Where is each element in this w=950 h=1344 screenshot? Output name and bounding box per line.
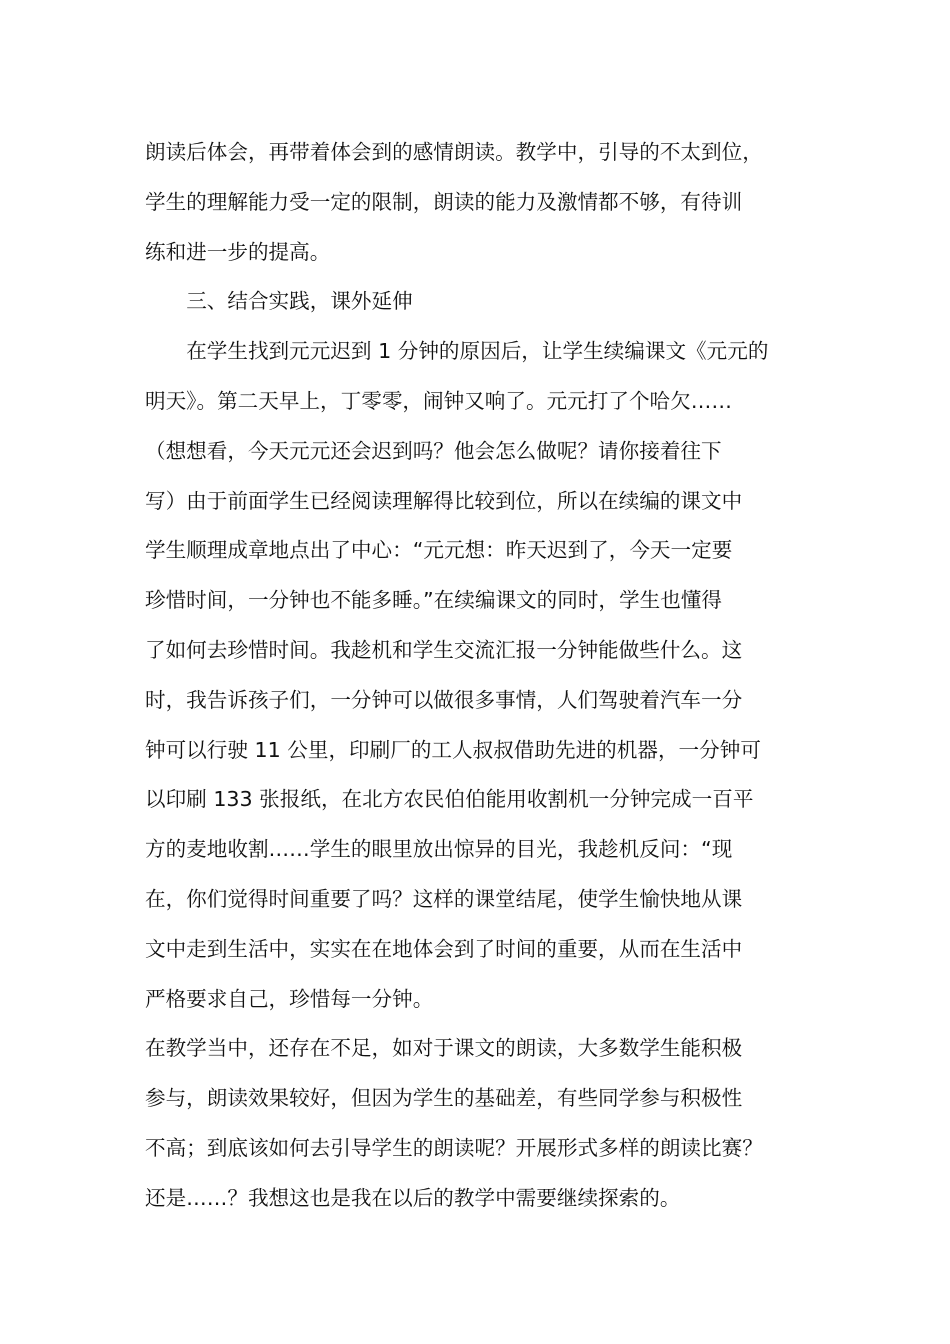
text-line: 时，我告诉孩子们，一分钟可以做很多事情，人们驾驶着汽车一分 xyxy=(145,687,743,712)
text-line: 学生的理解能力受一定的限制，朗读的能力及激情都不够，有待训 xyxy=(145,189,743,214)
text-line: （想想看，今天元元还会迟到吗？他会怎么做呢？请你接着往下 xyxy=(145,438,722,463)
paragraph xyxy=(145,327,815,1024)
text-line: 在学生找到元元迟到 1 分钟的原因后，让学生续编课文《元元的 xyxy=(186,339,769,364)
text-line: 了如何去珍惜时间。我趁机和学生交流汇报一分钟能做些什么。这 xyxy=(145,637,743,662)
text-line: 还是……？我想这也是我在以后的教学中需要继续探索的。 xyxy=(145,1185,681,1210)
text-line: 文中走到生活中，实实在在地体会到了时间的重要，从而在生活中 xyxy=(145,936,743,961)
paragraph xyxy=(145,128,815,277)
text-line: 三、结合实践，课外延伸 xyxy=(186,289,413,314)
paragraph xyxy=(145,1024,815,1223)
text-line: 在，你们觉得时间重要了吗？这样的课堂结尾，使学生愉快地从课 xyxy=(145,886,743,911)
text-line: 方的麦地收割……学生的眼里放出惊异的目光，我趁机反问：“现 xyxy=(145,837,733,862)
text-line: 练和进一步的提高。 xyxy=(145,239,331,264)
text-line: 珍惜时间，一分钟也不能多睡。”在续编课文的同时，学生也懂得 xyxy=(145,588,722,613)
text-line: 钟可以行驶 11 公里，印刷厂的工人叔叔借助先进的机器，一分钟可 xyxy=(145,737,761,762)
text-line: 在教学当中，还存在不足，如对于课文的朗读，大多数学生能积极 xyxy=(145,1036,743,1061)
text-line: 不高；到底该如何去引导学生的朗读呢？开展形式多样的朗读比赛？ xyxy=(145,1135,763,1160)
text-line: 参与，朗读效果较好，但因为学生的基础差，有些同学参与积极性 xyxy=(145,1086,743,1111)
text-line: 明天》。第二天早上，丁零零，闹钟又响了。元元打了个哈欠…… xyxy=(145,388,732,413)
text-line: 严格要求自己，珍惜每一分钟。 xyxy=(145,986,434,1011)
section-heading xyxy=(145,277,815,327)
text-line: 以印刷 133 张报纸，在北方农民伯伯能用收割机一分钟完成一百平 xyxy=(145,787,754,812)
text-line: 写）由于前面学生已经阅读理解得比较到位，所以在续编的课文中 xyxy=(145,488,743,513)
text-line: 朗读后体会，再带着体会到的感情朗读。教学中，引导的不太到位， xyxy=(145,140,763,164)
text-line: 学生顺理成章地点出了中心：“元元想：昨天迟到了，今天一定要 xyxy=(145,538,733,563)
document-body xyxy=(145,128,815,1224)
